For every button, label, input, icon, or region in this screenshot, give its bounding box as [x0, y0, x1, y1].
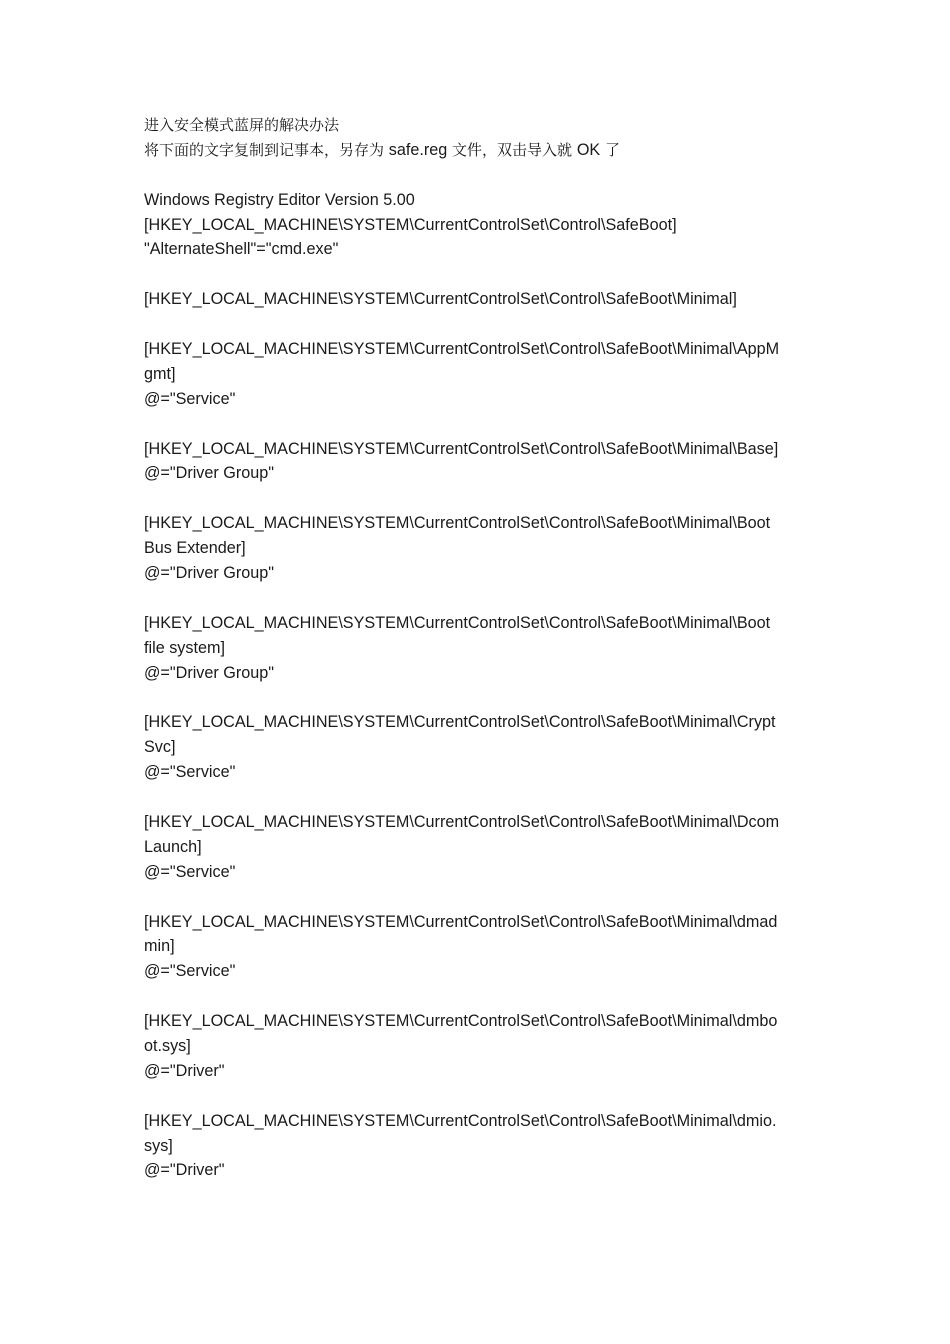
registry-value-line: @="Service" — [144, 389, 236, 408]
registry-key-line: [HKEY_LOCAL_MACHINE\SYSTEM\CurrentControlSet\Control\SafeBoot\Minimal\Base] — [144, 439, 779, 458]
document-page — [144, 113, 824, 1183]
blank-line — [144, 984, 824, 1009]
registry-key-continuation: sys] — [144, 1136, 173, 1155]
registry-entry — [144, 710, 824, 810]
instructions-prefix: 将下面的文字复制到记事本，另存为 — [144, 140, 389, 159]
registry-entry — [144, 337, 824, 437]
instructions-mid: 文件，双击导入就 — [447, 140, 577, 159]
blank-line — [144, 312, 824, 337]
registry-key-continuation: Launch] — [144, 837, 202, 856]
registry-entry — [144, 511, 824, 611]
registry-key-line: [HKEY_LOCAL_MACHINE\SYSTEM\CurrentControlSet\Control\SafeBoot\Minimal\dmbo — [144, 1012, 778, 1031]
blank-line — [144, 412, 824, 437]
registry-key-line: [HKEY_LOCAL_MACHINE\SYSTEM\CurrentControlSet\Control\SafeBoot\Minimal\AppM — [144, 340, 780, 359]
registry-key-continuation: ot.sys] — [144, 1036, 191, 1055]
registry-value-line: @="Driver Group" — [144, 663, 275, 682]
blank-line — [144, 586, 824, 611]
blank-line — [144, 1084, 824, 1109]
registry-value-line: @="Driver" — [144, 1161, 225, 1180]
registry-key-continuation: gmt] — [144, 364, 176, 383]
blank-line — [144, 486, 824, 511]
instructions-ok: OK — [576, 140, 601, 159]
blank-line — [144, 885, 824, 910]
registry-key-line: [HKEY_LOCAL_MACHINE\SYSTEM\CurrentControlSet\Control\SafeBoot\Minimal\dmad — [144, 912, 778, 931]
blank-line — [144, 685, 824, 710]
registry-key-line: [HKEY_LOCAL_MACHINE\SYSTEM\CurrentControlSet\Control\SafeBoot\Minimal\Crypt — [144, 713, 776, 732]
instructions-suffix: 了 — [600, 140, 620, 159]
instructions-line — [144, 138, 824, 163]
version-line: Windows Registry Editor Version 5.00 — [144, 190, 415, 209]
blank-line — [144, 785, 824, 810]
registry-key-line: [HKEY_LOCAL_MACHINE\SYSTEM\CurrentControlSet\Control\SafeBoot\Minimal\Dcom — [144, 812, 780, 831]
registry-value-line: @="Driver Group" — [144, 564, 275, 583]
registry-key-continuation: Bus Extender] — [144, 539, 246, 558]
safeboot-key-line: [HKEY_LOCAL_MACHINE\SYSTEM\CurrentControlSet\Control\SafeBoot] — [144, 215, 677, 234]
minimal-key-line: [HKEY_LOCAL_MACHINE\SYSTEM\CurrentControlSet\Control\SafeBoot\Minimal] — [144, 290, 737, 309]
registry-entry — [144, 611, 824, 711]
registry-key-line: [HKEY_LOCAL_MACHINE\SYSTEM\CurrentControlSet\Control\SafeBoot\Minimal\Boot — [144, 613, 771, 632]
registry-entry — [144, 437, 824, 512]
registry-value-line: @="Driver" — [144, 1061, 225, 1080]
blank-line — [144, 163, 824, 188]
document-title: 进入安全模式蓝屏的解决办法 — [144, 116, 340, 134]
registry-entry — [144, 1009, 824, 1109]
registry-key-line: [HKEY_LOCAL_MACHINE\SYSTEM\CurrentControlSet\Control\SafeBoot\Minimal\Boot — [144, 514, 771, 533]
blank-line — [144, 262, 824, 287]
registry-value-line: @="Service" — [144, 962, 236, 981]
registry-entry — [144, 910, 824, 1010]
registry-value-line: @="Service" — [144, 862, 236, 881]
registry-key-continuation: Svc] — [144, 738, 176, 757]
registry-key-line: [HKEY_LOCAL_MACHINE\SYSTEM\CurrentControlSet\Control\SafeBoot\Minimal\dmio. — [144, 1111, 777, 1130]
alternate-shell-line: "AlternateShell"="cmd.exe" — [144, 240, 339, 259]
registry-key-continuation: min] — [144, 937, 175, 956]
registry-value-line: @="Driver Group" — [144, 464, 275, 483]
instructions-filename: safe.reg — [388, 140, 448, 159]
registry-key-continuation: file system] — [144, 638, 225, 657]
registry-entry — [144, 1109, 824, 1184]
registry-value-line: @="Service" — [144, 763, 236, 782]
registry-entry — [144, 810, 824, 910]
